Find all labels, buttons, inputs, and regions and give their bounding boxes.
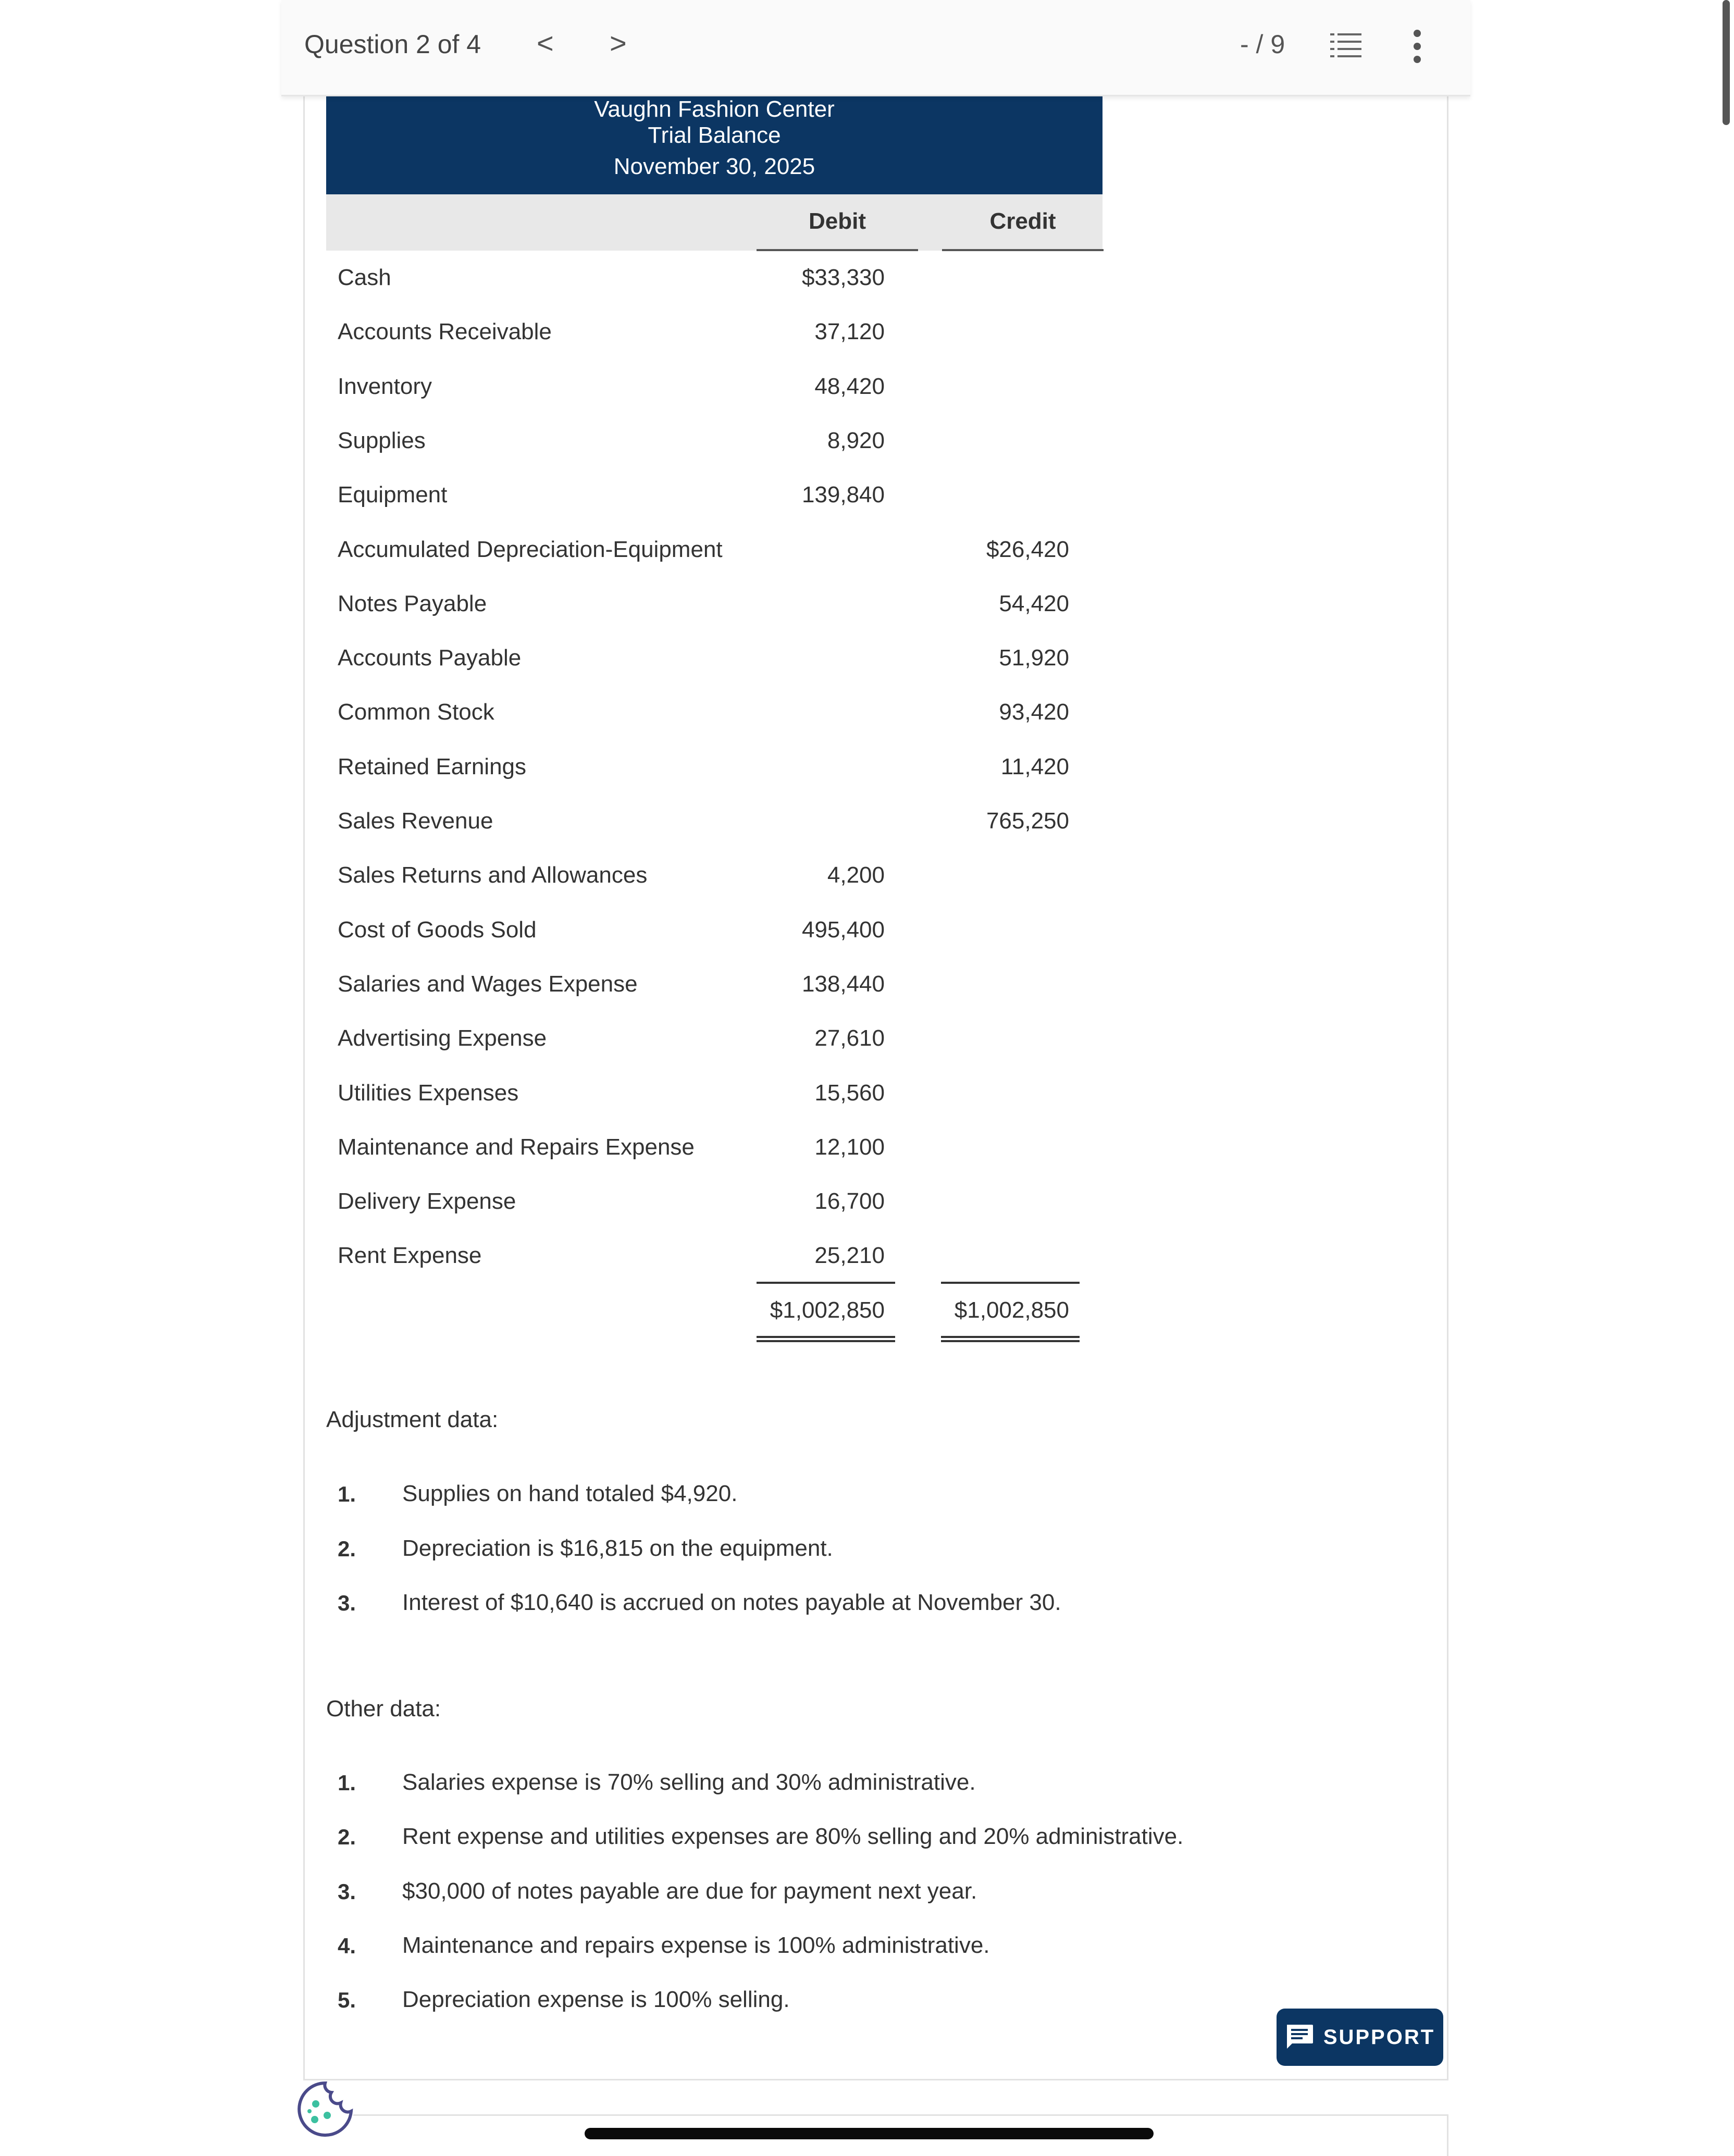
account-name: Inventory: [338, 374, 432, 399]
debit-double-rule: [757, 1336, 895, 1342]
debit-amount: 48,420: [814, 374, 885, 399]
credit-amount: 765,250: [986, 808, 1069, 834]
list-item-text: Interest of $10,640 is accrued on notes payable at November 30.: [402, 1590, 1061, 1615]
total-credit: $1,002,850: [954, 1297, 1069, 1323]
credit-column-header: Credit: [989, 208, 1056, 234]
support-button[interactable]: [1277, 2009, 1443, 2066]
credit-amount: 51,920: [999, 645, 1069, 671]
credit-double-rule: [941, 1336, 1080, 1342]
credit-amount: $26,420: [986, 537, 1069, 562]
list-item-number: 4.: [338, 1934, 356, 1958]
account-name: Accounts Receivable: [338, 319, 552, 344]
debit-amount: 8,920: [827, 428, 885, 453]
account-name: Notes Payable: [338, 591, 487, 616]
account-name: Common Stock: [338, 699, 494, 725]
previous-question-button[interactable]: <: [537, 27, 554, 59]
list-item-text: Rent expense and utilities expenses are 80% selling and 20% administrative.: [402, 1824, 1184, 1849]
list-item-text: Supplies on hand totaled $4,920.: [402, 1481, 738, 1506]
total-debit: $1,002,850: [770, 1297, 885, 1323]
list-item-number: 2.: [338, 1825, 356, 1849]
other-data-title: Other data:: [326, 1696, 441, 1721]
list-item-text: Depreciation is $16,815 on the equipment.: [402, 1535, 833, 1561]
credit-amount: 54,420: [999, 591, 1069, 616]
list-item-text: Maintenance and repairs expense is 100% administrative.: [402, 1932, 990, 1958]
debit-amount: 37,120: [814, 319, 885, 344]
debit-amount: 138,440: [801, 971, 885, 997]
debit-amount: 16,700: [814, 1188, 885, 1214]
adjustment-data-title: Adjustment data:: [326, 1407, 499, 1432]
account-name: Utilities Expenses: [338, 1080, 519, 1106]
list-item-text: $30,000 of notes payable are due for payment next year.: [402, 1878, 977, 1904]
list-item-text: Salaries expense is 70% selling and 30% administrative.: [402, 1769, 976, 1795]
credit-header-underline: [942, 249, 1104, 251]
debit-amount: 495,400: [801, 917, 885, 943]
debit-column-header: Debit: [809, 208, 866, 234]
account-name: Sales Revenue: [338, 808, 493, 834]
trial-balance-header: [326, 96, 1103, 194]
company-name: Vaughn Fashion Center: [594, 96, 835, 122]
question-counter: Question 2 of 4: [304, 30, 481, 59]
list-item-number: 1.: [338, 1770, 356, 1795]
home-indicator[interactable]: [585, 2128, 1154, 2139]
list-item-text: Depreciation expense is 100% selling.: [402, 1987, 790, 2012]
account-name: Retained Earnings: [338, 754, 527, 779]
more-options-icon[interactable]: [1412, 29, 1422, 64]
list-item-number: 3.: [338, 1591, 356, 1615]
list-item-number: 2.: [338, 1537, 356, 1561]
account-name: Rent Expense: [338, 1243, 482, 1268]
list-item-number: 3.: [338, 1879, 356, 1904]
debit-amount: 25,210: [814, 1243, 885, 1268]
account-name: Maintenance and Repairs Expense: [338, 1134, 695, 1160]
chat-icon: [1285, 2024, 1314, 2051]
account-name: Cash: [338, 265, 391, 290]
statement-date: November 30, 2025: [613, 154, 815, 179]
support-label: SUPPORT: [1323, 2025, 1435, 2049]
cookie-settings-icon[interactable]: [295, 2079, 355, 2139]
list-item-number: 5.: [338, 1988, 356, 2012]
debit-subtotal-rule: [757, 1282, 895, 1284]
account-name: Accumulated Depreciation-Equipment: [338, 537, 723, 562]
debit-amount: $33,330: [801, 265, 885, 290]
statement-title: Trial Balance: [648, 122, 781, 148]
credit-amount: 93,420: [999, 699, 1069, 725]
debit-amount: 4,200: [827, 862, 885, 888]
account-name: Advertising Expense: [338, 1025, 547, 1051]
account-name: Accounts Payable: [338, 645, 522, 671]
top-bar: [281, 0, 1470, 96]
account-name: Cost of Goods Sold: [338, 917, 537, 943]
question-list-icon[interactable]: [1330, 32, 1361, 59]
account-name: Salaries and Wages Expense: [338, 971, 638, 997]
debit-amount: 15,560: [814, 1080, 885, 1106]
account-name: Delivery Expense: [338, 1188, 516, 1214]
account-name: Equipment: [338, 482, 448, 507]
credit-amount: 11,420: [1000, 754, 1069, 779]
debit-amount: 27,610: [814, 1025, 885, 1051]
next-question-button[interactable]: >: [610, 27, 627, 59]
account-name: Supplies: [338, 428, 426, 453]
account-name: Sales Returns and Allowances: [338, 862, 648, 888]
score-indicator: - / 9: [1240, 30, 1285, 59]
list-item-number: 1.: [338, 1482, 356, 1506]
debit-amount: 12,100: [814, 1134, 885, 1160]
debit-header-underline: [757, 249, 918, 251]
scrollbar-thumb[interactable]: [1723, 0, 1730, 125]
credit-subtotal-rule: [941, 1282, 1080, 1284]
debit-amount: 139,840: [801, 482, 885, 507]
